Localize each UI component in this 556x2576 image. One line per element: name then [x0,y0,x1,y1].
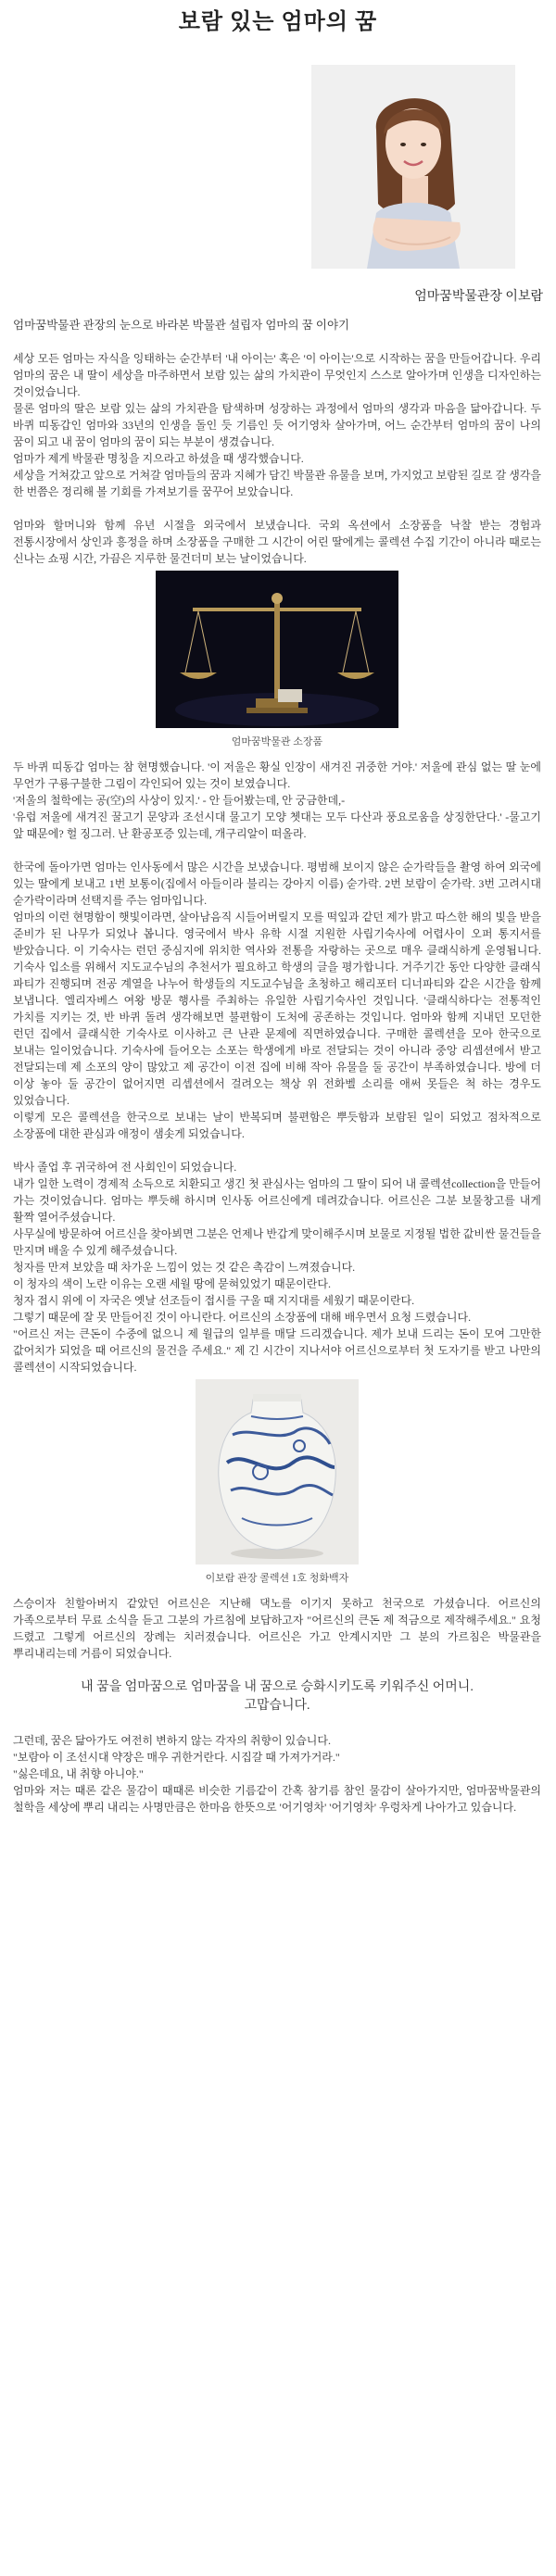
scale-photo [156,571,398,728]
paragraph: 세상 모든 엄마는 자식을 잉태하는 순간부터 '내 아이는' 혹은 '이 아이는'으로 시작하는 꿈을 만들어갑니다. 우리 엄마의 꿈은 내 딸이 세상을 마주하면서 보람 있는 삶의 가치관이 무엇인지 스스로 알아가며 인생을 디자인하는 것이었습니다. [13,352,541,398]
porcelain-jar-icon [196,1379,359,1564]
paragraph: 엄마가 제게 박물관 명칭을 지으라고 하셨을 때 생각했습니다. [13,452,304,465]
paragraph: 청자를 만져 보았을 때 차가운 느낌이 었는 것 같은 촉감이 느껴졌습니다. [13,1261,356,1274]
paragraph: '저울의 철학에는 공(空)의 사상이 있지.' - 안 들어봤는데, 안 궁금한데,- [13,794,346,807]
paragraph: 엄마와 저는 때론 같은 물감이 때때론 비슷한 기름같이 간혹 참기름 참인 물감이 살아가지만, 엄마꿈박물관의 철학을 세상에 뿌리 내리는 사명만큼은 한마음 한뜻으로 '어기영차' '어기영차' 우렁차게 나아가고 있습니다. [13,1784,541,1814]
article-body [13,317,541,1816]
paragraph: 세상을 거쳐갔고 앞으로 거쳐갈 엄마들의 꿈과 지혜가 담긴 박물관 유물을 보며, 가지었고 보람된 길로 갈 생각을 한 번쯤은 정리해 볼 기회를 가져보기를 꿈꾸어 보았습니다. [13,469,541,498]
closing-line: 고맙습니다. [244,1699,310,1713]
portrait-caption: 엄마꿈박물관장 이보람 [414,290,543,304]
paragraph: 두 바퀴 띠동갑 엄마는 참 현명했습니다. '이 저울은 황실 인장이 새겨진 귀중한 거야.' 저울에 관심 없는 딸 눈에 무언가 구룡구불한 그림이 각인되어 있는 것이 보였습니다. [13,760,541,790]
intro-text: 엄마꿈박물관 관장의 눈으로 바라본 박물관 설립자 엄마의 꿈 이야기 [13,319,350,332]
paragraph: 한국에 돌아가면 엄마는 인사동에서 많은 시간을 보냈습니다. 평범해 보이지 않은 순가락들을 촬영 하여 외국에 있는 딸에게 보내고 1번 보통이(집에서 아들이라 불리는 강아지 이름) 숟가락. 2번 보람이 숟가락. 3번 고려시대 숟가락이라며 선택지를 주는 엄마입니다. [13,861,541,907]
paragraph: 사무실에 방문하여 어르신을 찾아뵈면 그분은 언제나 반갑게 맞이해주시며 보물로 지정될 법한 값비싼 물건들을 만지며 배울 수 있게 해주셨습니다. [13,1227,541,1257]
paragraph: 스승이자 친할아버지 같았던 어르신은 지난해 댁노를 이기지 못하고 천국으로 가셨습니다. 어르신의 가족으로부터 무료 소식을 듣고 그분의 가르침에 보답하고자 "어르신의 큰돈 제 적금으로 제작해주세요." 요청 드렸고 그렇게 어르신의 장례는 치러졌습니다. 어르신은 가고 안계시지만 그 분의 가르침은 박물관을 뿌리내리는데 거름이 되었습니다. [13,1597,541,1660]
closing-line: 내 꿈을 엄마꿈으로 엄마꿈을 내 꿈으로 승화시키도록 키워주신 어머니. [81,1680,474,1694]
paragraph: '유럽 저울에 새겨진 꿀고기 문양과 조선시대 물고기 모양 쳇대는 모두 다산과 풍요로움을 상징한단다.' -물고기 앞 때문에? 헐 징그러. 난 환공포증 있는데, 개구리알이 떠올라. [13,810,541,840]
paragraph: "싫은데요, 내 취향 아니야." [13,1767,144,1780]
paragraph: 엄마의 이런 현명함이 햇빛이라면, 살아남음직 시들어버릴지 모를 떡잎과 같던 제가 밝고 따스한 해의 빛을 받을 준비가 된 나무가 되었나 봅니다. 영국에서 박사 유학 시절 지원한 사립기숙사에 어렵사이 오퍼 통지서를 받았습니다. 이 기숙사는 런던 중심지에 위치한 역사와 전통을 자랑하는 곳으로 매우 클래식하게 운영됩니다. 기숙사 입소를 위해서 지도교수님의 추천서가 필요하고 학생의 글을 평가합니다. 거주기간 동안 다양한 클래식 파티가 진행되며 전공 계열을 나누어 학생들의 지도교수님을 초청하고 해리포터 디너파티와 같은 시간을 함께 보냅니다. 엘리자베스 여왕 방문 행사를 주최하는 유일한 사립기숙사인 것입니다. '클래식하다'는 전통적인 가치를 지키는 것, 반 바퀴 돌려 생각해보면 불편함이 도처에 공존하는 것입니다. 엄마와 함께 지내던 모던한 런던 집에서 클래식한 기숙사로 이사하고 큰 난관 문제에 직면하였습니다. 구매한 콜렉션을 모아 한국으로 보내는 일이었습니다. 기숙사에 들어오는 소포는 학생에게 바로 전달되는 것이 아니라 중앙 리셉션에서 받고 전달되는데 제 소포의 양이 많았고 제 공간이 이전 집에 비해 작아 유물을 둘 공간이 부족하였습니다. 방에 더 이상 놓아 둘 공간이 없어지면 리셉션에서 걸려오는 책상 위 전화벨 소리를 애써 못들은 척 하는 경우도 있었습니다. [13,911,541,1107]
director-portrait [311,65,515,269]
figure-scale [13,571,541,749]
porcelain-photo [196,1379,359,1564]
page-title: 보람 있는 엄마의 꿈 [178,10,378,34]
paragraph: 박사 졸업 후 귀국하여 전 사회인이 되었습니다. [13,1161,237,1174]
portrait-photo-icon [311,65,515,269]
paragraph: 내가 일한 노력이 경제적 소득으로 치환되고 생긴 첫 관심사는 엄마의 그 딸이 되어 내 콜렉션collection을 만들어 가는 것이었습니다. 엄마는 뿌듯해 하시며 인사동 어르신에게 데려갔습니다. 어르신은 그분 보물창고를 내게 활짝 열어주셨습니다. [13,1177,541,1224]
paragraph: 그런데, 꿈은 닮아가도 여전히 변하지 않는 각자의 취향이 있습니다. [13,1734,331,1747]
paragraph: 엄마와 할머니와 함께 유년 시절을 외국에서 보냈습니다. 국외 옥션에서 소장품을 낙찰 받는 경험과 전통시장에서 상인과 흥정을 하며 소장품을 구매한 그 시간이 어린 딸에게는 콜렉션 수집 기간이 아니라 때로는 신나는 쇼핑 시간, 가끔은 지루한 물건더미 보는 날이었습니다. [13,519,541,565]
closing-text [13,1678,541,1715]
balance-scale-icon [156,571,398,728]
figure-porcelain [13,1379,541,1586]
paragraph: "보람아 이 조선시대 약장은 매우 귀한거란다. 시집갈 때 가져가거라." [13,1751,340,1764]
paragraph: 이렇게 모은 콜렉션을 한국으로 보내는 날이 반복되며 불편함은 뿌듯함과 보람된 일이 되었고 점차적으로 소장품에 대한 관심과 애정이 샘솟게 되었습니다. [13,1111,541,1140]
paragraph: 청자 접시 위에 이 자국은 옛날 선조들이 접시를 구울 때 지지대를 세웠기 때문이란다. [13,1294,415,1307]
paragraph: 물론 엄마의 딸은 보람 있는 삶의 가치관을 탐색하며 성장하는 과정에서 엄마의 생각과 마음을 닮아갑니다. 두 바퀴 띠동갑인 엄마와 33년의 인생을 돌인 듯 기름인 듯 어기영차 살아가며, 어느 순간부터 엄마의 꿈이 나의 꿈이 되고 내 꿈이 엄마의 꿈이 되는 부분이 생겼습니다. [13,402,541,448]
paragraph: "어르신 저는 큰돈이 수중에 없으니 제 월급의 일부를 매달 드리겠습니다. 제가 보내 드리는 돈이 모여 그만한 값어치가 되었을 때 어르신의 물건을 주세요." 제 긴 시간이 지나서야 어르신으로부터 첫 도자기를 받고 나만의 콜렉션이 시작되었습니다. [13,1327,541,1374]
figure-caption: 엄마꿈박물관 소장품 [231,736,323,748]
paragraph: 이 청자의 색이 노란 이유는 오랜 세월 땅에 묻혀있었기 때문이란다. [13,1277,331,1290]
figure-caption: 이보람 관장 콜렉션 1호 청화백자 [205,1573,349,1584]
paragraph: 그렇기 때문에 잘 못 만들어진 것이 아니란다. 어르신의 소장품에 대해 배우면서 요청 드렸습니다. [13,1311,472,1324]
